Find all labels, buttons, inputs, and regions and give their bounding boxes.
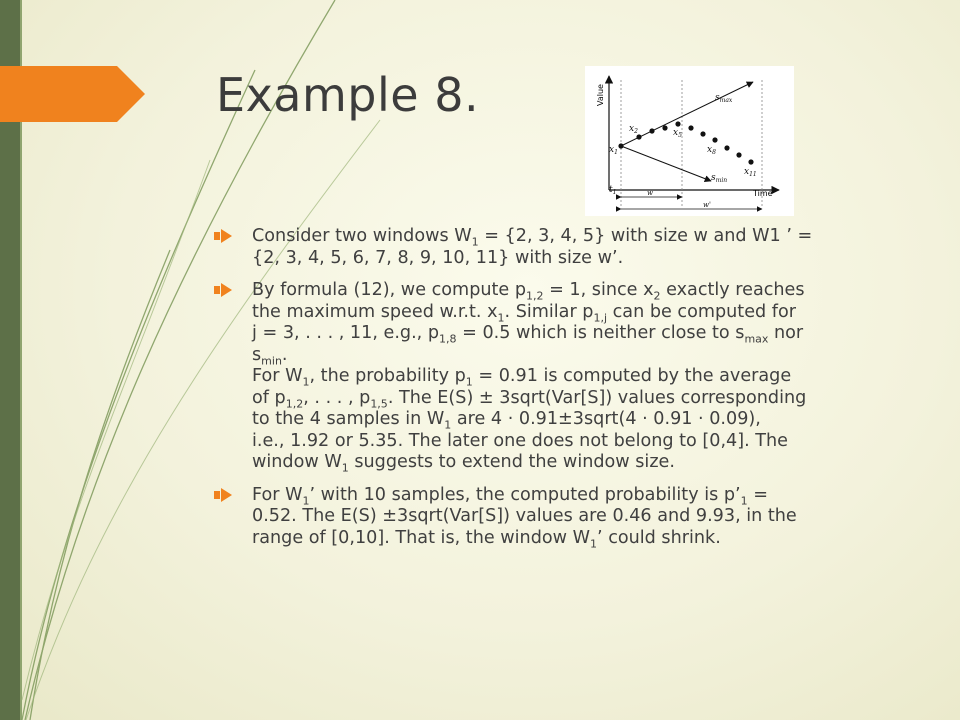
text-run: For W bbox=[252, 484, 303, 505]
text-run: = 1, since x bbox=[543, 280, 654, 300]
bullet-text bbox=[252, 485, 894, 550]
text-run: = 0.91 is computed by the average bbox=[472, 366, 792, 386]
sample-points bbox=[618, 121, 753, 164]
bullet-arrow-icon bbox=[214, 488, 232, 502]
w-label: w bbox=[647, 189, 653, 197]
text-run: nor bbox=[768, 323, 804, 343]
text-run: ’ with 10 samples, the computed probability is p’ bbox=[309, 484, 741, 505]
window-size-figure bbox=[585, 66, 794, 216]
text-run: suggests to extend the window size. bbox=[348, 452, 675, 472]
bullet-line bbox=[252, 452, 894, 474]
bullet-line bbox=[252, 431, 894, 453]
bullet-line bbox=[252, 409, 894, 431]
bullet-line bbox=[252, 280, 894, 302]
text-run: 0.52. The E(S) ±3sqrt(Var[S]) values are 0.46 and 9.93, in the bbox=[252, 506, 797, 526]
title-accent-tab bbox=[0, 66, 145, 122]
bullet-list bbox=[214, 226, 894, 549]
subscript: 1,2 bbox=[526, 289, 544, 303]
text-run: j = 3, . . . , 11, e.g., p bbox=[252, 323, 440, 343]
bullet-line bbox=[252, 345, 894, 367]
sample-point bbox=[748, 159, 753, 164]
bullet-item bbox=[214, 485, 894, 550]
subscript: 1,5 bbox=[370, 397, 388, 411]
text-run: s bbox=[252, 344, 262, 365]
text-run: = {2, 3, 4, 5} with size w and W1 ’ = bbox=[478, 226, 813, 246]
text-run: . The E(S) ± 3sqrt(Var[S]) values corresponding bbox=[387, 387, 807, 408]
subscript: 1 bbox=[471, 235, 479, 249]
subscript: 1 bbox=[497, 311, 505, 325]
sample-point bbox=[688, 125, 693, 130]
text-run: For W bbox=[252, 366, 303, 386]
sample-point bbox=[724, 145, 729, 150]
text-run: Consider two windows W bbox=[252, 226, 472, 246]
x8-label: $x_8$ bbox=[707, 145, 716, 156]
bullet-line bbox=[252, 366, 894, 388]
text-run: are 4 · 0.91±3sqrt(4 · 0.91 · 0.09), bbox=[451, 409, 761, 429]
bullet-line bbox=[252, 302, 894, 324]
text-run: By formula (12), we compute p bbox=[252, 280, 526, 300]
w-prime-label: w' bbox=[703, 201, 711, 209]
subscript: 2 bbox=[653, 289, 661, 303]
text-run: , . . . , p bbox=[303, 387, 371, 408]
s-min-arrow bbox=[621, 146, 711, 181]
text-run: to the 4 samples in W bbox=[252, 409, 445, 429]
bullet-line bbox=[252, 485, 894, 507]
text-run: ’ could shrink. bbox=[597, 527, 721, 548]
sample-point bbox=[712, 137, 717, 142]
subscript: 1 bbox=[302, 375, 310, 389]
text-run: {2, 3, 4, 5, 6, 7, 8, 9, 10, 11} with size w’. bbox=[252, 247, 624, 268]
text-run: the maximum speed w.r.t. x bbox=[252, 301, 498, 322]
sample-point bbox=[636, 134, 641, 139]
text-run: . bbox=[281, 344, 288, 365]
sample-point bbox=[662, 125, 667, 130]
bullet-line bbox=[252, 226, 894, 248]
sample-point bbox=[675, 121, 680, 126]
bullet-item bbox=[214, 280, 894, 474]
subscript: 1,j bbox=[593, 311, 608, 325]
bullet-line bbox=[252, 323, 894, 345]
subscript: 1 bbox=[465, 375, 473, 389]
subscript: max bbox=[744, 332, 769, 346]
bullet-line bbox=[252, 506, 894, 528]
text-run: = bbox=[747, 484, 768, 505]
subscript: 1 bbox=[341, 461, 349, 475]
text-run: = 0.5 which is neither close to s bbox=[456, 323, 745, 343]
bullet-arrow-icon bbox=[214, 283, 232, 297]
subscript: 1,2 bbox=[285, 397, 304, 411]
t1-label: $t_1$ bbox=[609, 185, 617, 196]
subscript: 1 bbox=[444, 418, 452, 432]
x-axis-label: Time bbox=[753, 189, 773, 198]
text-run: . Similar p bbox=[504, 301, 594, 322]
bullet-arrow-icon bbox=[214, 229, 232, 243]
y-axis-label: Value bbox=[596, 84, 605, 106]
sample-point bbox=[700, 131, 705, 136]
sample-point bbox=[618, 143, 623, 148]
s-max-label: $s_{max}$ bbox=[715, 93, 733, 104]
x5-label: $x_5$ bbox=[673, 128, 682, 139]
text-run: of p bbox=[252, 387, 286, 408]
window-figure-diagram bbox=[585, 66, 794, 216]
text-run: window W bbox=[252, 452, 342, 472]
s-min-label: $s_{min}$ bbox=[711, 173, 728, 184]
subscript: 1 bbox=[590, 537, 598, 551]
sample-point bbox=[649, 128, 654, 133]
sample-point bbox=[736, 152, 741, 157]
text-run: can be computed for bbox=[607, 301, 796, 322]
x2-label: $x_2$ bbox=[629, 124, 638, 135]
subscript: min bbox=[261, 354, 282, 368]
bullet-line bbox=[252, 248, 894, 270]
text-run: range of [0,10]. That is, the window W bbox=[252, 527, 591, 548]
slide-title: Example 8. bbox=[216, 68, 480, 122]
subscript: 1,8 bbox=[439, 332, 457, 346]
bullet-item bbox=[214, 226, 894, 269]
text-run: i.e., 1.92 or 5.35. The later one does not belong to [0,4]. The bbox=[252, 430, 789, 451]
bullet-text bbox=[252, 226, 894, 269]
bullet-line bbox=[252, 528, 894, 550]
bullet-line bbox=[252, 388, 894, 410]
x1-label: $x_1$ bbox=[609, 145, 618, 156]
subscript: 1 bbox=[740, 494, 748, 508]
subscript: 1 bbox=[302, 494, 310, 508]
text-run: exactly reaches bbox=[660, 280, 805, 300]
x11-label: $x_{11}$ bbox=[744, 167, 757, 178]
text-run: , the probability p bbox=[309, 366, 466, 386]
bullet-text bbox=[252, 280, 894, 474]
